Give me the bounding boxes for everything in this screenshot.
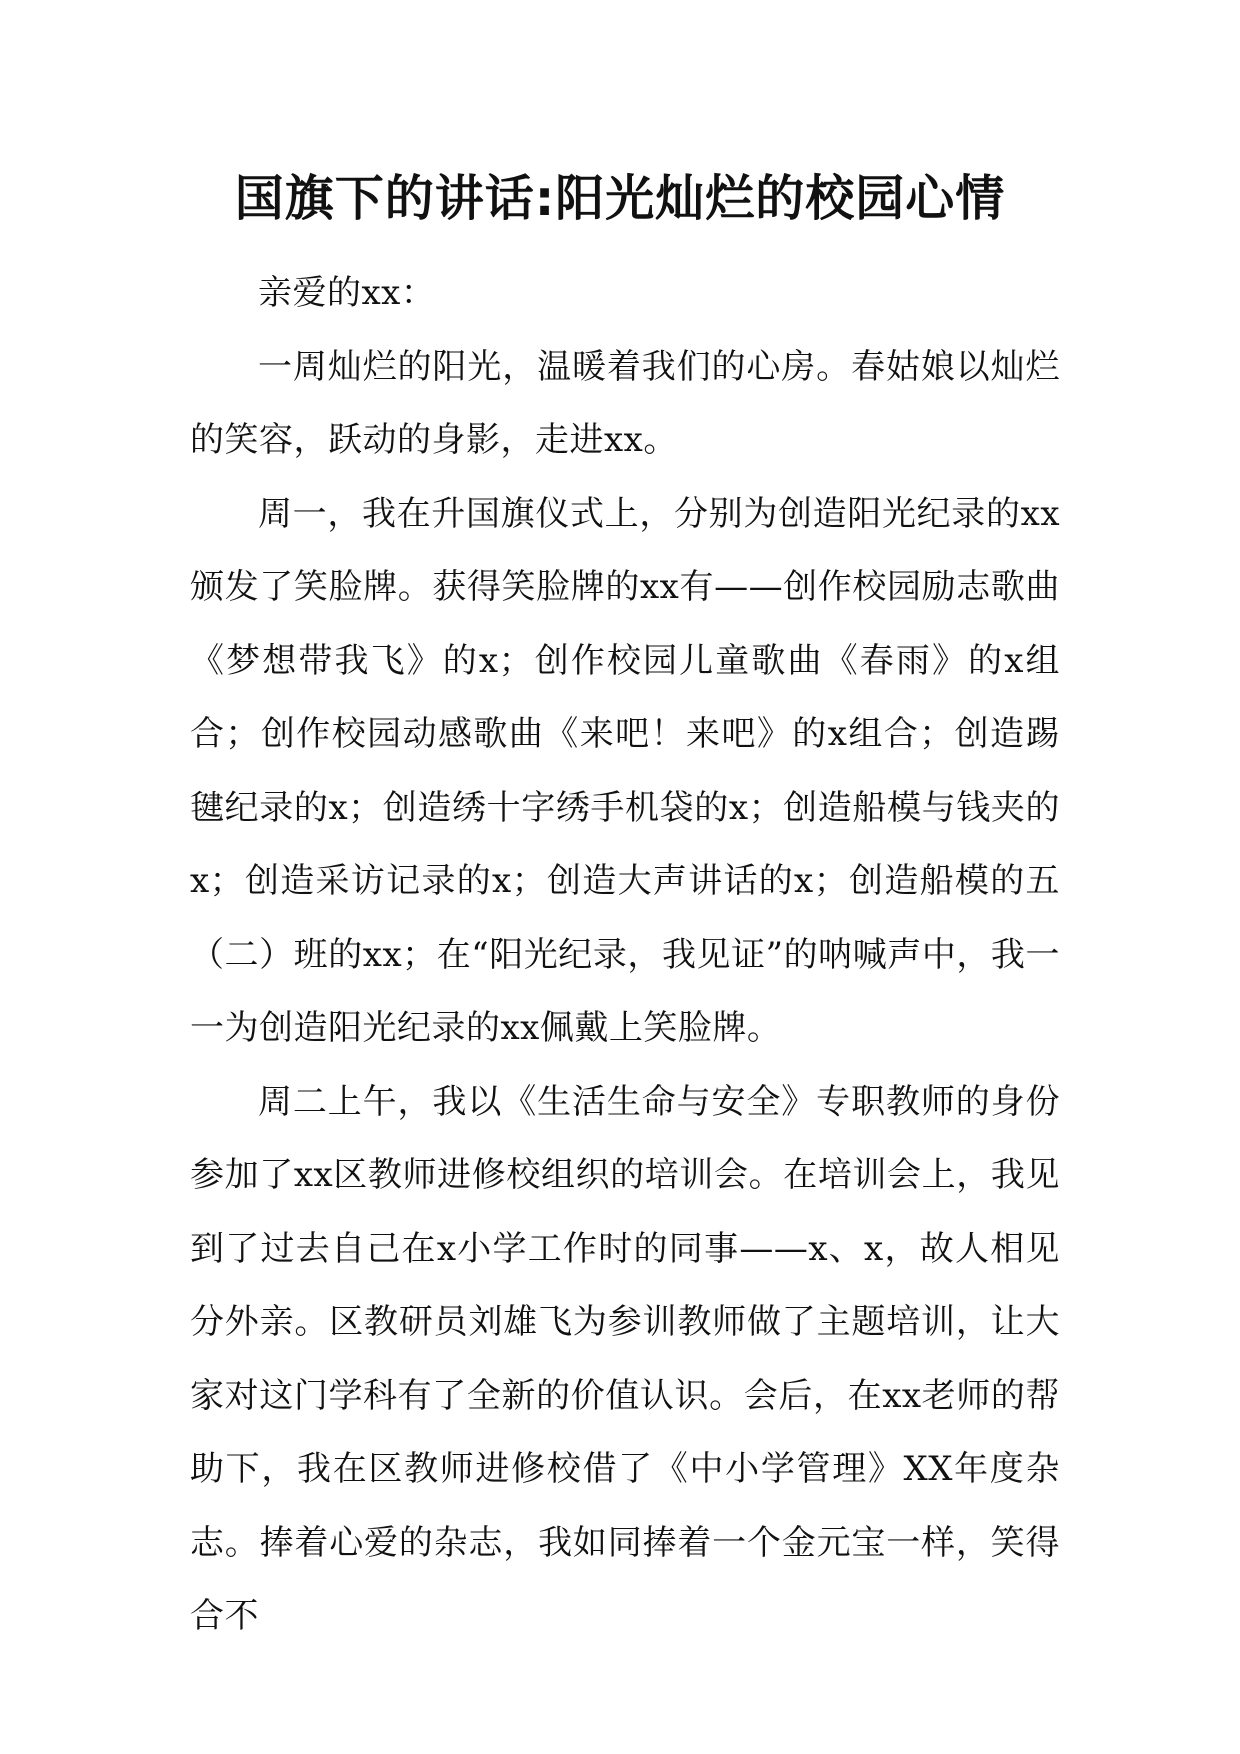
salutation-paragraph: 亲爱的xx： bbox=[258, 273, 436, 313]
document-body bbox=[190, 257, 1060, 1654]
body-paragraph: 一周灿烂的阳光，温暖着我们的心房。春姑娘以灿烂的笑容，跃动的身影，走进xx。 bbox=[190, 346, 1060, 460]
body-paragraph: 周二上午，我以《生活生命与安全》专职教师的身份参加了xx区教师进修校组织的培训会。在培训会上，我见到了过去自己在x小学工作时的同事——x、x，故人相见分外亲。区教研员刘雄飞为参训教师做了主题培训，让大家对这门学科有了全新的价值认识。会后，在xx老师的帮助下，我在区教师进修校借了《中小学管理》XX年度杂志。捧着心爱的杂志，我如同捧着一个金元宝一样，笑得合不 bbox=[190, 1081, 1060, 1636]
body-paragraph: 周一，我在升国旗仪式上，分别为创造阳光纪录的xx颁发了笑脸牌。获得笑脸牌的xx有——创作校园励志歌曲《梦想带我飞》的x；创作校园儿童歌曲《春雨》的x组合；创作校园动感歌曲《来吧！来吧》的x组合；创造踢毽纪录的x；创造绣十字绣手机袋的x；创造船模与钱夹的x；创造采访记录的x；创造大声讲话的x；创造船模的五（二）班的xx；在“阳光纪录，我见证”的呐喊声中，我一一为创造阳光纪录的xx佩戴上笑脸牌。 bbox=[190, 493, 1060, 1048]
document-title: 国旗下的讲话:阳光灿烂的校园心情 bbox=[234, 170, 1006, 227]
